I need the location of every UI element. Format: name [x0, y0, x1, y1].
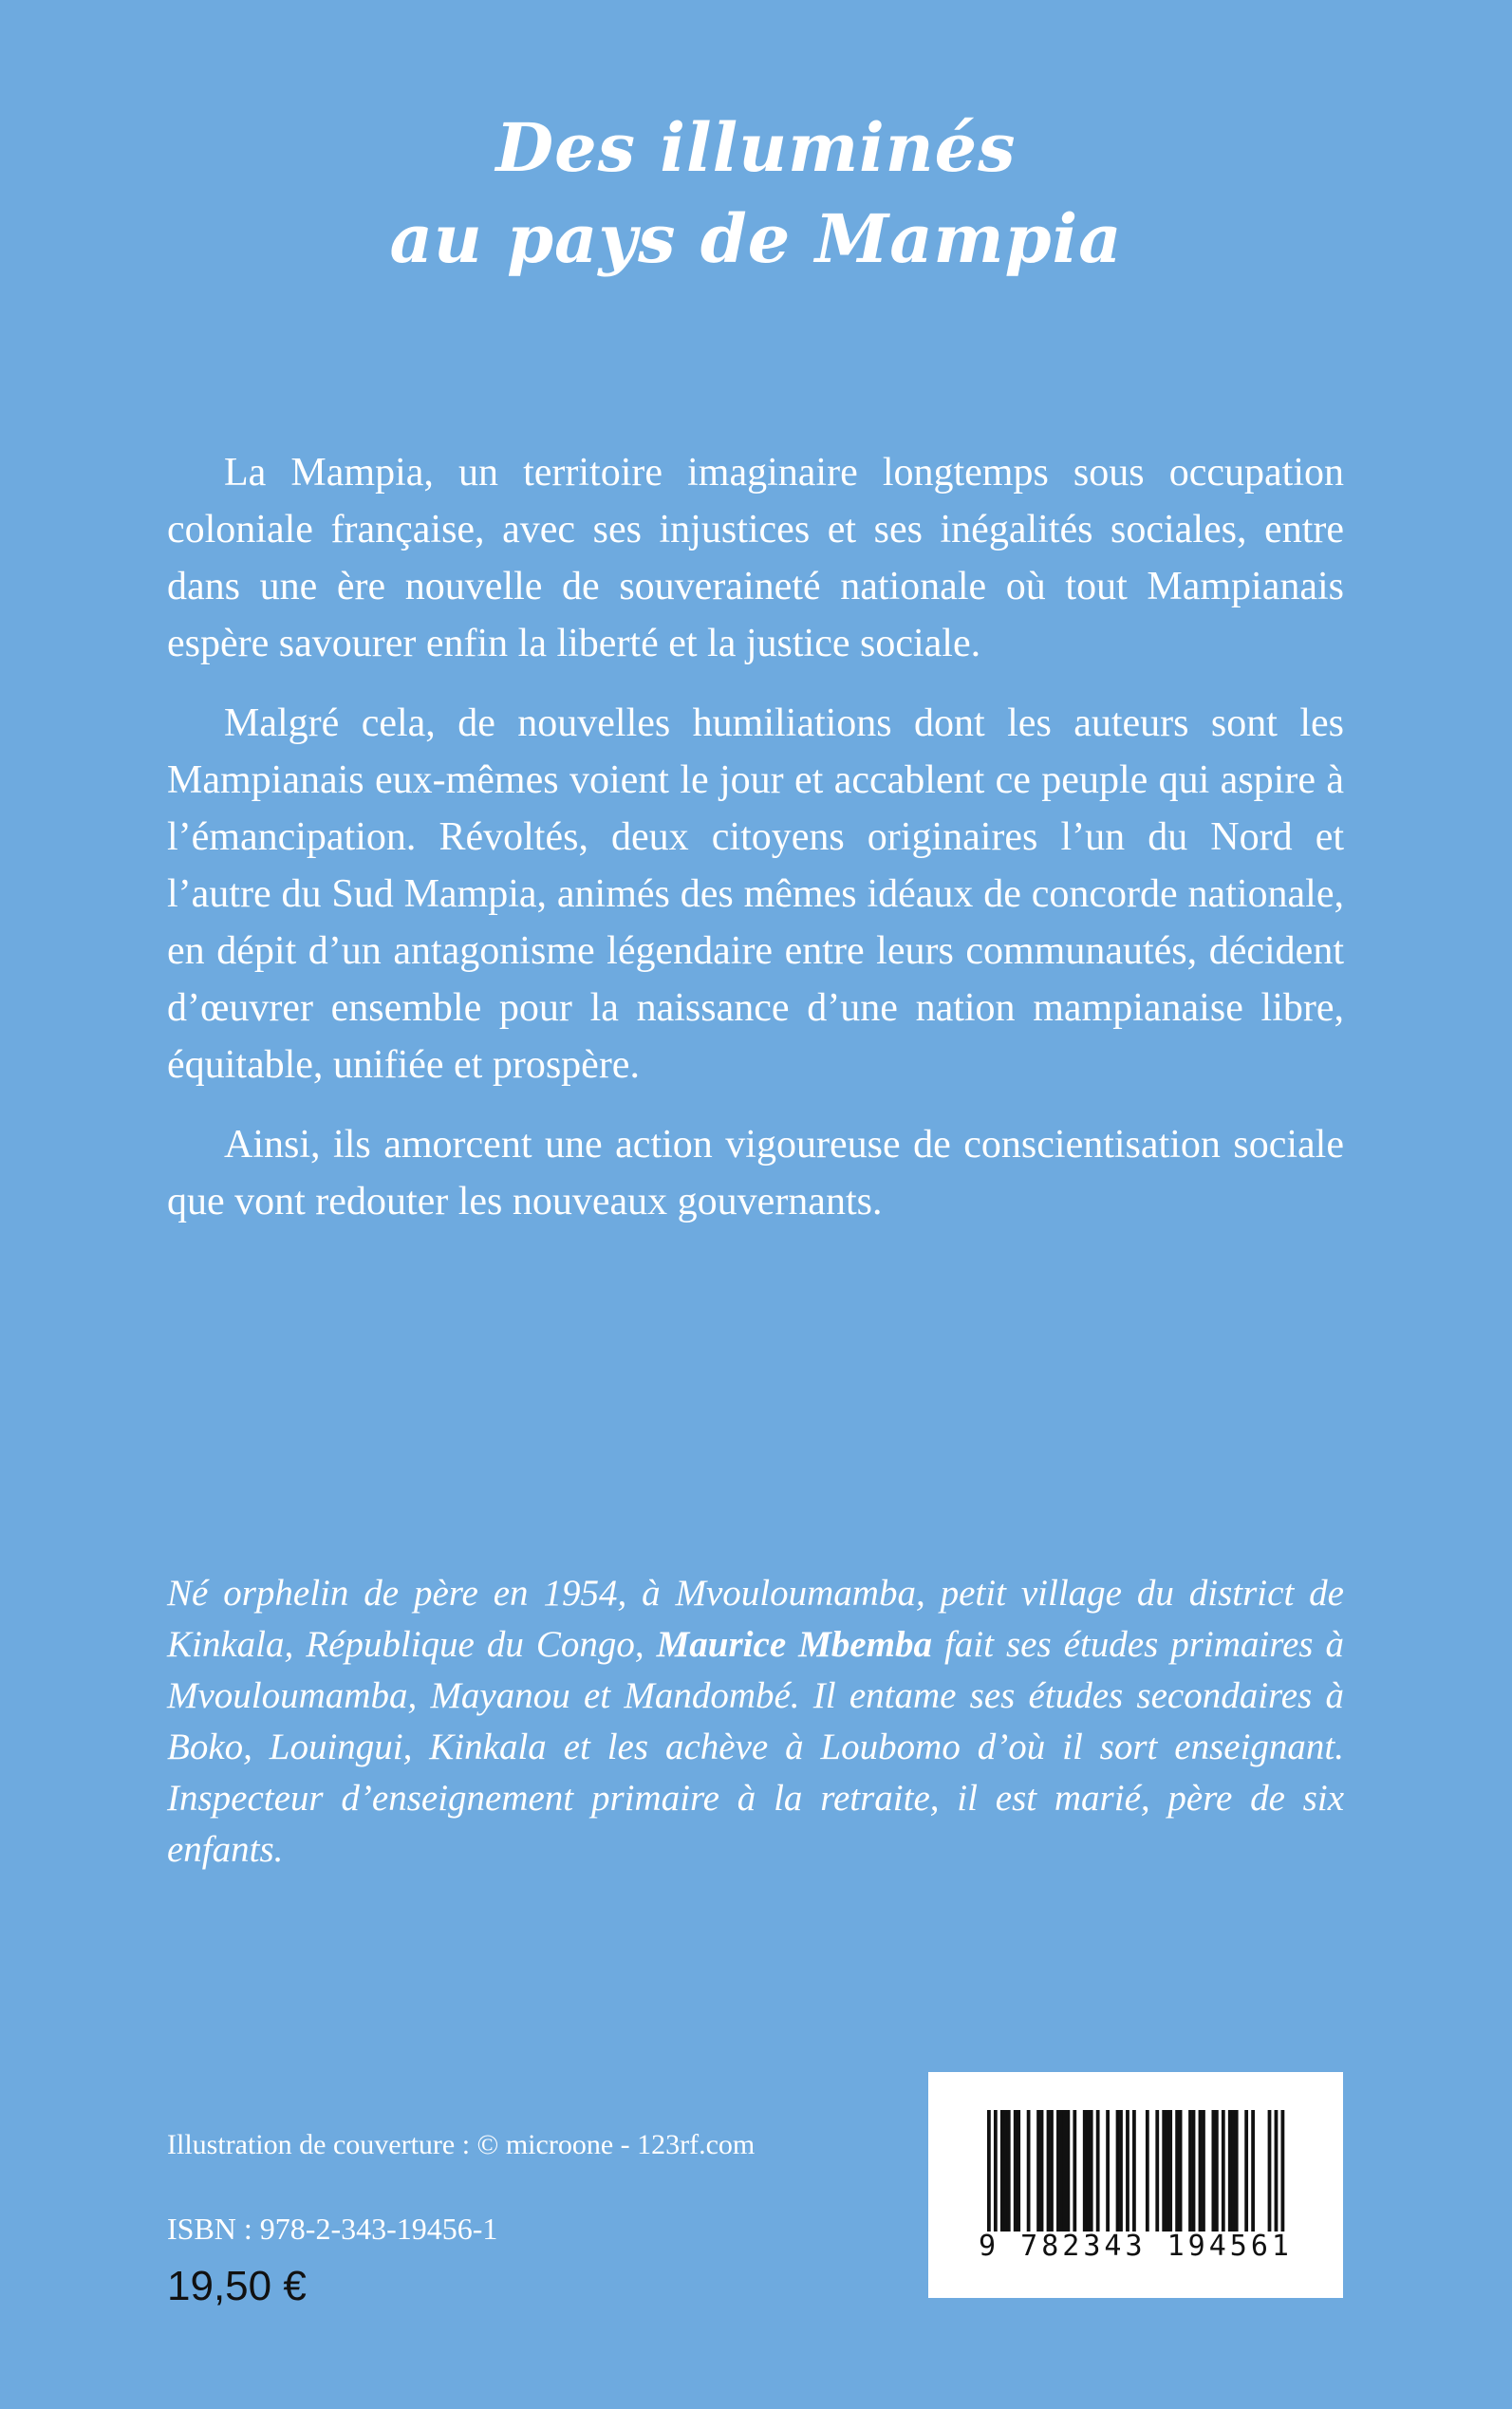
barcode-bar: [1199, 2110, 1203, 2232]
barcode-bar: [1146, 2110, 1149, 2232]
barcode-bar: [1116, 2110, 1120, 2232]
author-name: Maurice Mbemba: [656, 1624, 932, 1665]
barcode-bar: [1119, 2110, 1123, 2232]
barcode-bar: [1168, 2110, 1172, 2232]
book-title-line-2: au pays de Mampia: [389, 199, 1123, 278]
barcode-bar: [1066, 2110, 1070, 2232]
barcode-bar: [1083, 2110, 1087, 2232]
barcode-bar: [1047, 2110, 1051, 2232]
author-bio-intro: Né orphelin de père en 1954, à Mvouloumamba, petit village du district de Kinkala, République du Congo,: [167, 1573, 1344, 1665]
isbn: ISBN : 978-2-343-19456-1: [167, 2212, 498, 2246]
barcode-bar: [987, 2110, 991, 2232]
barcode-bar: [1192, 2110, 1196, 2232]
cover-illustration-credit: Illustration de couverture : © microone - 123rf.com: [167, 2129, 756, 2160]
barcode-bar: [1086, 2110, 1090, 2232]
barcode-bar: [1235, 2110, 1239, 2232]
barcode-bar: [1215, 2110, 1219, 2232]
barcode-bar: [1155, 2110, 1159, 2232]
barcode-bar: [1211, 2110, 1215, 2232]
barcode-bar: [1275, 2110, 1279, 2232]
barcode-bar: [994, 2110, 998, 2232]
barcode-bar: [1060, 2110, 1064, 2232]
barcode-bar: [1096, 2110, 1100, 2232]
author-bio: [167, 1568, 1344, 1876]
author-bio-rest: fait ses études primaires à Mvouloumamba, Mayanou et Mandombé. Il entame ses études secondaires à Boko, Louingui, Kinkala et les achève à Loubomo d’où il sort enseignant. Inspecteur d’enseignement primaire à la retraite, il est marié, père de six enfants.: [167, 1624, 1344, 1870]
synopsis-paragraph-3: Ainsi, ils amorcent une action vigoureuse de conscientisation sociale que vont redouter les nouveaux gouvernants.: [167, 1123, 1344, 1223]
barcode-bar: [1188, 2110, 1192, 2232]
barcode: [928, 2072, 1343, 2298]
barcode-bar: [1036, 2110, 1040, 2232]
barcode-bar: [1027, 2110, 1031, 2232]
barcode-bar: [1007, 2110, 1011, 2232]
barcode-bar: [1040, 2110, 1044, 2232]
barcode-bar: [1050, 2110, 1054, 2232]
synopsis: [167, 444, 1344, 1253]
barcode-bar: [1281, 2110, 1285, 2232]
barcode-bar: [1017, 2110, 1020, 2232]
book-title-line-1: Des illuminés: [495, 108, 1017, 187]
barcode-bar: [1231, 2110, 1235, 2232]
barcode-bar: [1090, 2110, 1093, 2232]
book-title: [0, 103, 1512, 285]
barcode-digits: 9 782343 194561: [979, 2230, 1293, 2263]
barcode-bar: [1073, 2110, 1076, 2232]
barcode-bar: [1063, 2110, 1067, 2232]
barcode-bar: [1132, 2110, 1136, 2232]
barcode-bar: [1056, 2110, 1060, 2232]
price: 19,50 €: [167, 2263, 307, 2309]
barcode-bar: [1014, 2110, 1017, 2232]
synopsis-paragraph-1: La Mampia, un territoire imaginaire longtemps sous occupation coloniale française, avec ses injustices et ses inégalités sociales, entre dans une ère nouvelle de souveraineté nationale où tout Mampianais espère savourer enfin la liberté et la justice sociale.: [167, 451, 1344, 665]
synopsis-paragraph-2: Malgré cela, de nouvelles humiliations dont les auteurs sont les Mampianais eux-mêmes voient le jour et accablent ce peuple qui aspire à l’émancipation. Révoltés, deux citoyens originaires l’un du Nord et l’autre du Sud Mampia, animés des mêmes idéaux de concorde nationale, en dépit d’un antagonisme légendaire entre leurs communautés, décident d’œuvrer ensemble pour la naissance d’une nation mampianaise libre, équitable, unifiée et prospère.: [167, 701, 1344, 1087]
barcode-bar: [1251, 2110, 1255, 2232]
barcode-bar: [1175, 2110, 1179, 2232]
barcode-bar: [1179, 2110, 1183, 2232]
barcode-bar: [1228, 2110, 1232, 2232]
barcode-bar: [1222, 2110, 1225, 2232]
barcode-bar: [1000, 2110, 1004, 2232]
barcode-bar: [1268, 2110, 1272, 2232]
barcode-bar: [1126, 2110, 1129, 2232]
barcode-bar: [1003, 2110, 1007, 2232]
barcode-bar: [1244, 2110, 1248, 2232]
barcode-bar: [1162, 2110, 1166, 2232]
barcode-bar: [1106, 2110, 1110, 2232]
barcode-bars: [928, 2072, 1343, 2298]
barcode-bar: [1202, 2110, 1205, 2232]
barcode-bar: [1166, 2110, 1169, 2232]
